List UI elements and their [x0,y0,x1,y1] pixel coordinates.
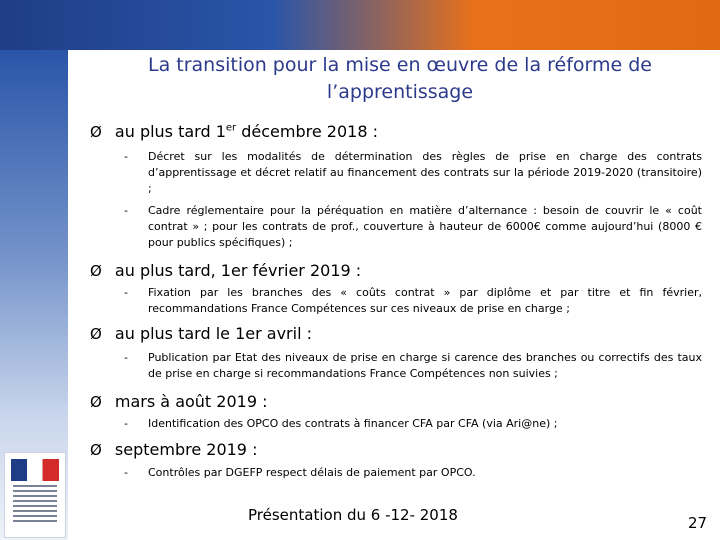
item-text: Cadre réglementaire pour la péréquation en matière d’alternance : besoin de couvrir le « coût contrat » ; pour les contrats de prof., couverture à hauteur de 6000€ comme aujourd’hui (8000 € pour publics spécifiques) ; [148,204,702,249]
page-number: 27 [688,514,708,532]
item-text: Contrôles par DGEFP respect délais de paiement par OPCO. [148,466,476,479]
heading-text: septembre 2019 : [114,440,258,459]
footer-presentation-date: Présentation du 6 -12- 2018 [248,506,458,524]
dash-marker: - [124,417,128,430]
section-heading-5 [90,440,257,459]
section-5-item-1 [124,465,702,481]
heading-text: au plus tard 1 [114,122,226,141]
section-heading-4 [90,392,267,411]
heading-text: mars à août 2019 : [114,392,268,411]
dash-marker: - [124,351,128,364]
section-1-item-2 [124,203,702,251]
heading-text: au plus tard, 1er février 2019 : [114,261,362,280]
dash-marker: - [124,466,128,479]
item-text: Publication par Etat des niveaux de prise en charge si carence des branches ou correctifs des taux de prise en charge si recommandations France Compétences non suivies ; [148,351,702,380]
dash-marker: - [124,204,128,217]
heading-superscript: er [225,122,237,134]
bullet-arrow-icon: Ø [90,393,102,411]
heading-text-end: décembre 2018 : [236,122,378,141]
flag-mark-icon [11,459,59,481]
section-heading-1 [90,122,378,141]
bullet-arrow-icon: Ø [90,441,102,459]
section-2-item-1 [124,285,702,317]
bullet-arrow-icon: Ø [90,123,102,141]
section-1-item-1 [124,149,702,197]
dash-marker: - [124,286,128,299]
section-3-item-1 [124,350,702,382]
republic-logo [4,452,66,538]
heading-text: au plus tard le 1er avril : [114,324,312,343]
section-heading-3 [90,324,312,343]
top-banner [0,0,720,50]
bullet-arrow-icon: Ø [90,262,102,280]
item-text: Fixation par les branches des « coûts contrat » par diplôme et par titre et fin février, recommandations France Compétences sur ces niveaux de prise en charge ; [148,286,702,315]
bullet-arrow-icon: Ø [90,325,102,343]
logo-text-lines [13,485,57,525]
section-4-item-1 [124,416,702,432]
item-text: Décret sur les modalités de détermination des règles de prise en charge des contrats d’apprentissage et décret relatif au financement des contrats sur la période 2019-2020 (transitoire) ; [148,150,702,195]
slide-title: La transition pour la mise en œuvre de la réforme de l’apprentissage [147,54,652,103]
section-heading-2 [90,261,361,280]
dash-marker: - [124,150,128,163]
item-text: Identification des OPCO des contrats à financer CFA par CFA (via Ari@ne) ; [148,417,558,430]
